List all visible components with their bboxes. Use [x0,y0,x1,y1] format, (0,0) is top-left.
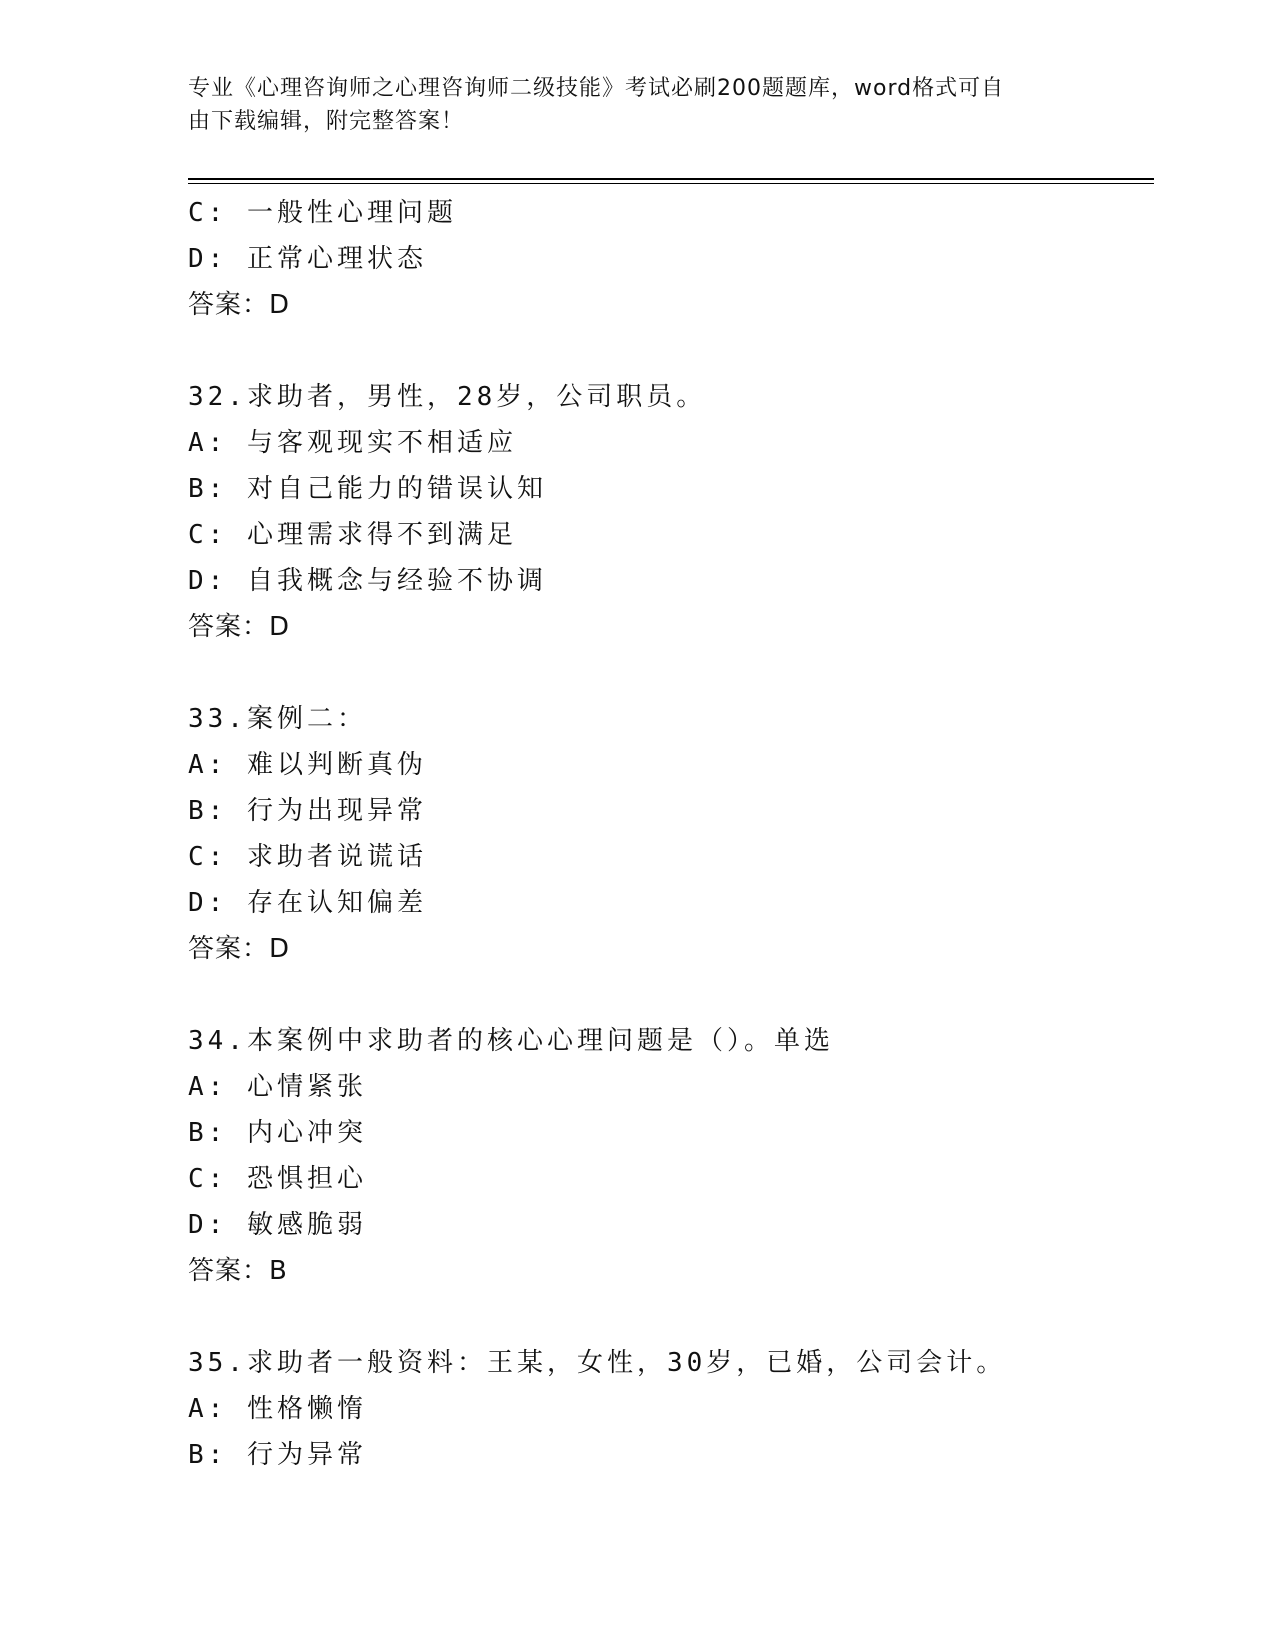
option-b: B: 行为出现异常 [188,796,427,826]
question-stem: 34.本案例中求助者的核心心理问题是（）。单选 [188,1026,834,1056]
spacer [188,1294,1154,1340]
header-intro-line-2: 由下载编辑，附完整答案！ [188,109,465,134]
document-header [188,72,1068,138]
spacer [188,972,1154,1018]
question-block-35 [188,1340,1154,1478]
option-a: A: 心情紧张 [188,1072,367,1102]
option-d: D: 自我概念与经验不协调 [188,566,547,596]
header-divider-thin [188,183,1154,184]
option-c: C: 恐惧担心 [188,1164,367,1194]
question-block-33 [188,696,1154,972]
option-b: B: 对自己能力的错误认知 [188,474,547,504]
option-b: B: 内心冲突 [188,1118,367,1148]
question-stem: 33.案例二： [188,704,367,734]
option-a: A: 性格懒惰 [188,1394,367,1424]
question-block-34 [188,1018,1154,1294]
answer-line: 答案：D [188,290,291,320]
header-intro-line-1: 专业《心理咨询师之心理咨询师二级技能》考试必刷200题题库，word格式可自 [188,76,1005,101]
option-c: C: 一般性心理问题 [188,198,457,228]
question-block-32 [188,374,1154,650]
option-a: A: 与客观现实不相适应 [188,428,517,458]
spacer [188,328,1154,374]
option-c: C: 求助者说谎话 [188,842,427,872]
answer-line: 答案：B [188,1256,288,1286]
question-list [188,190,1154,1478]
option-a: A: 难以判断真伪 [188,750,427,780]
question-stem: 32.求助者，男性，28岁，公司职员。 [188,382,707,412]
option-d: D: 存在认知偏差 [188,888,427,918]
option-d: D: 正常心理状态 [188,244,427,274]
option-b: B: 行为异常 [188,1440,367,1470]
spacer [188,650,1154,696]
question-block-partial [188,190,1154,328]
question-stem: 35.求助者一般资料：王某，女性，30岁，已婚，公司会计。 [188,1348,1007,1378]
answer-line: 答案：D [188,934,291,964]
answer-line: 答案：D [188,612,291,642]
header-divider-thick [188,178,1154,180]
option-c: C: 心理需求得不到满足 [188,520,517,550]
option-d: D: 敏感脆弱 [188,1210,367,1240]
